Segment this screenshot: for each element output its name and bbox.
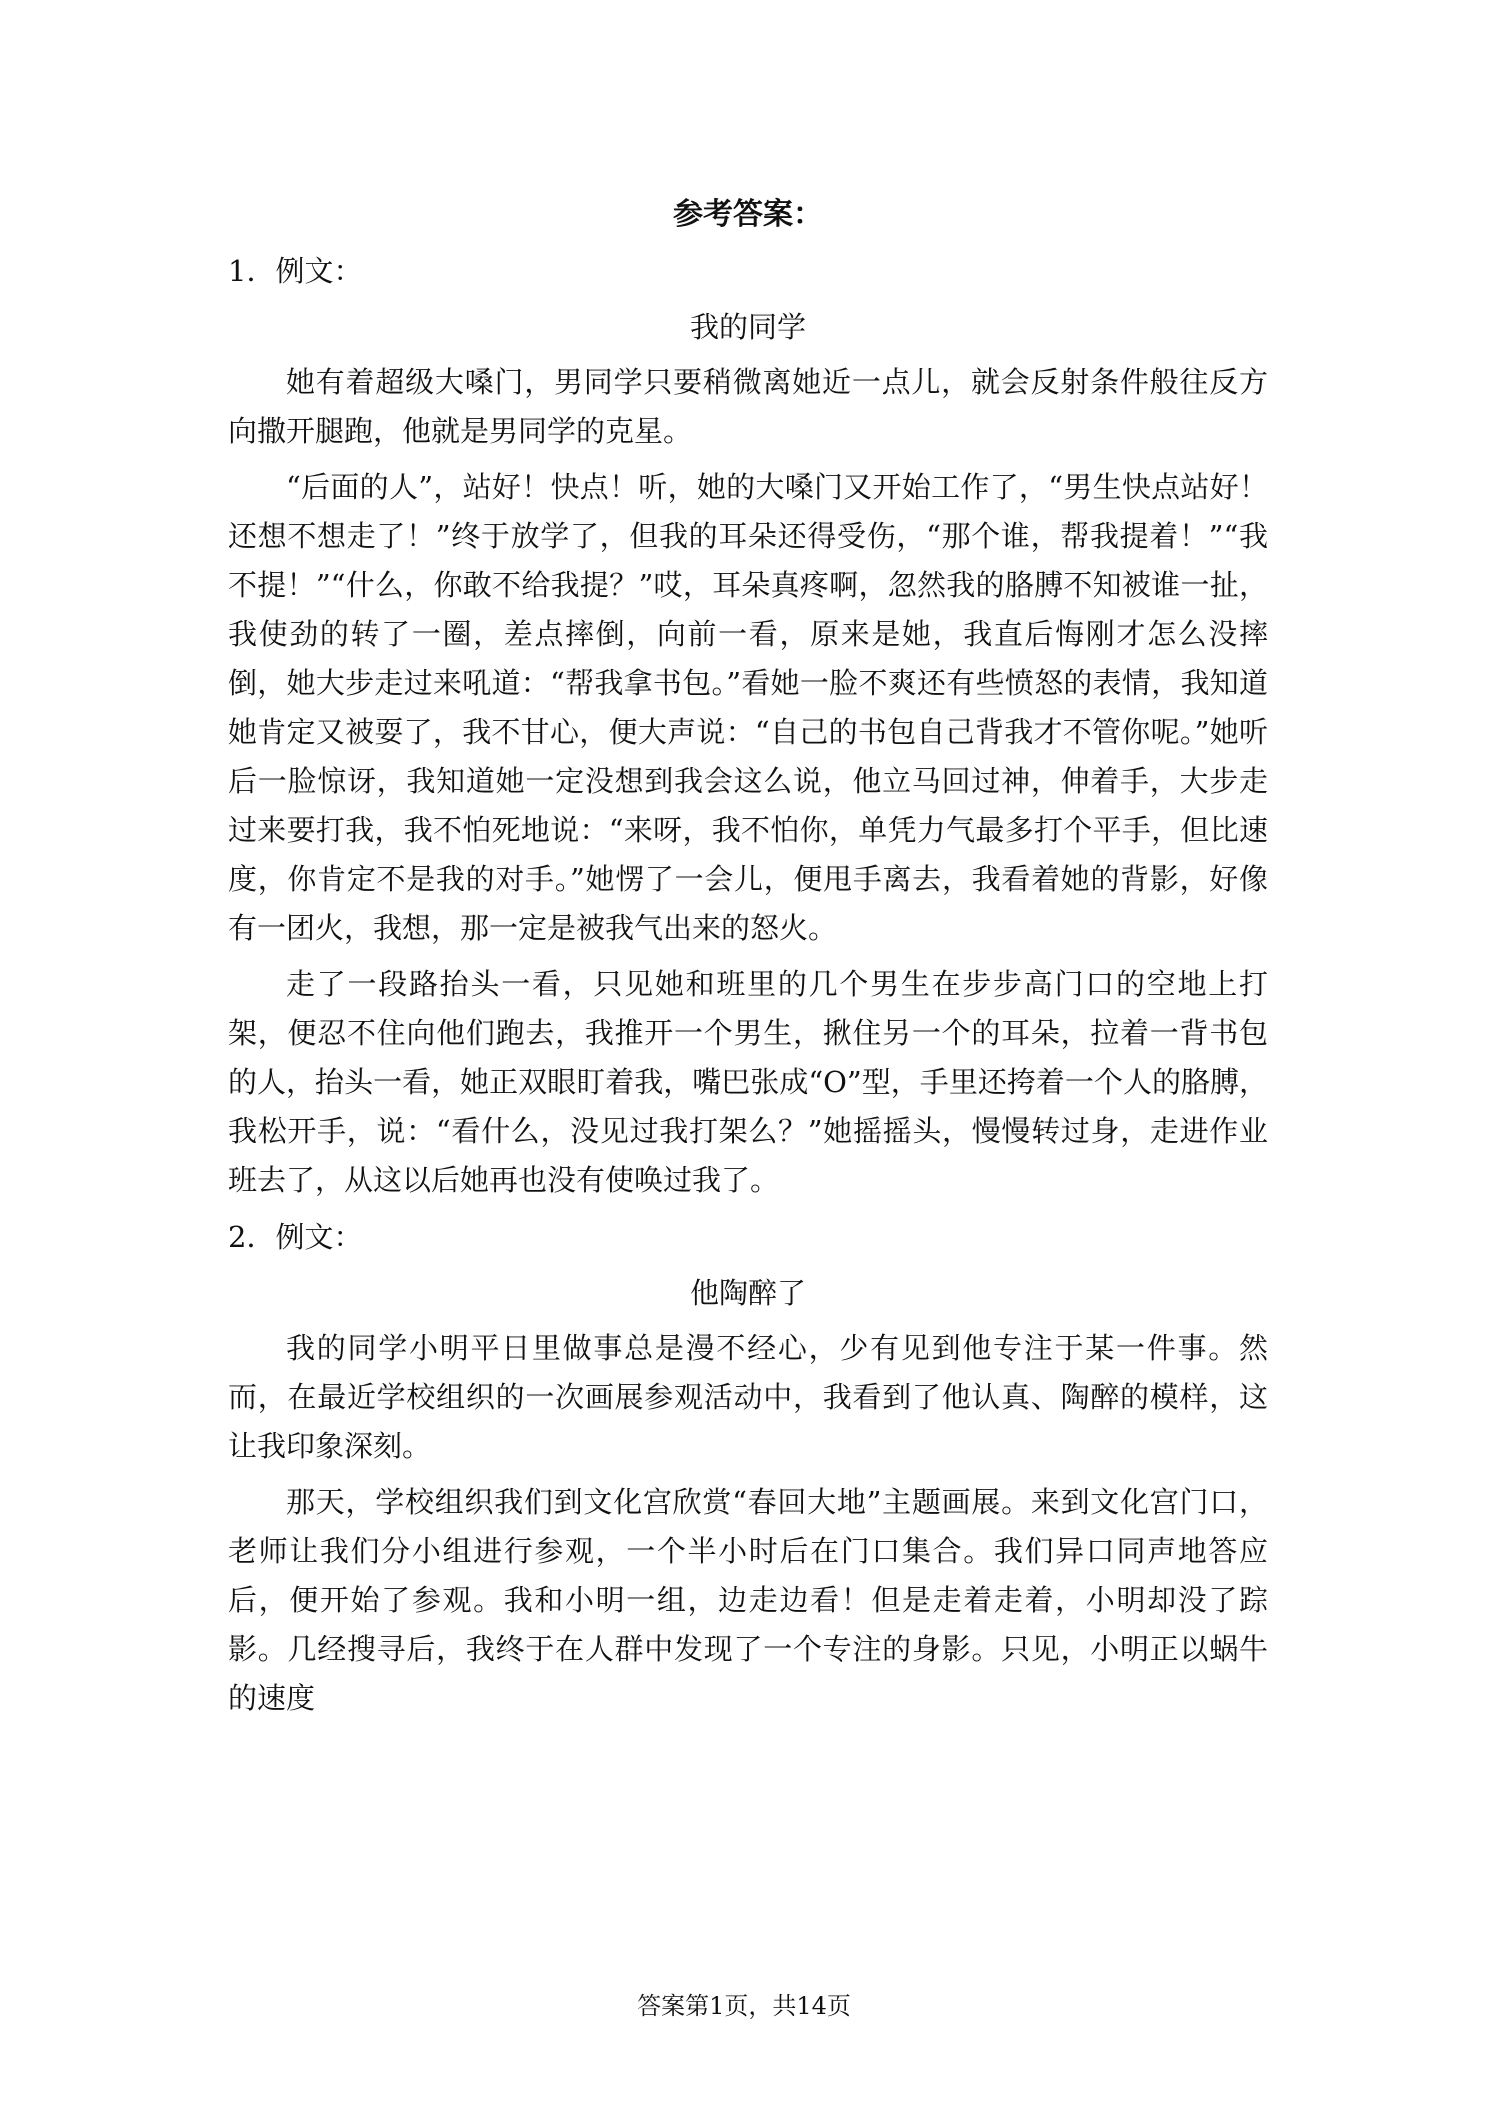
essay-2-paragraph-1: 我的同学小明平日里做事总是漫不经心，少有见到他专注于某一件事。然而，在最近学校组织的一次画展参观活动中，我看到了他认真、陶醉的模样，这让我印象深刻。 [228,1331,1268,1463]
question-2-label: 2．例文： [228,1220,363,1254]
page-heading: 参考答案： [673,197,823,232]
essay-2-paragraph-2: 那天，学校组织我们到文化宫欣赏“春回大地”主题画展。来到文化宫门口，老师让我们分小组进行参观，一个半小时后在门口集合。我们异口同声地答应后，便开始了参观。我和小明一组，边走边看！但是走着走着，小明却没了踪影。几经搜寻后，我终于在人群中发现了一个专注的身影。只见，小明正以蜗牛的速度 [228,1485,1268,1715]
essay-1-title: 我的同学 [689,310,806,344]
essay-1-paragraph-3: 走了一段路抬头一看，只见她和班里的几个男生在步步高门口的空地上打架，便忍不住向他们跑去，我推开一个男生，揪住另一个的耳朵，拉着一背书包的人，抬头一看，她正双眼盯着我，嘴巴张成“O”型，手里还挎着一个人的胳膊，我松开手，说：“看什么，没见过我打架么？”她摇摇头，慢慢转过身，走进作业班去了，从这以后她再也没有使唤过我了。 [228,967,1268,1197]
question-2-answer [228,1212,1268,1723]
question-1-answer [228,246,1268,1205]
page-footer: 答案第1页，共14页 [637,1992,851,2020]
answer-content [228,190,1268,1730]
essay-2-title: 他陶醉了 [689,1276,806,1310]
essay-1-paragraph-1: 她有着超级大嗓门，男同学只要稍微离她近一点儿，就会反射条件般往反方向撒开腿跑，他就是男同学的克星。 [228,365,1268,448]
question-1-label: 1．例文： [228,254,363,288]
essay-1-paragraph-2: “后面的人”，站好！快点！听，她的大嗓门又开始工作了，“男生快点站好！还想不想走了！”终于放学了，但我的耳朵还得受伤，“那个谁，帮我提着！”“我不提！”“什么，你敢不给我提？”哎，耳朵真疼啊，忽然我的胳膊不知被谁一扯，我使劲的转了一圈，差点摔倒，向前一看，原来是她，我直后悔刚才怎么没摔倒，她大步走过来吼道：“帮我拿书包。”看她一脸不爽还有些愤怒的表情，我知道她肯定又被耍了，我不甘心，便大声说：“自己的书包自己背我才不管你呢。”她听后一脸惊讶，我知道她一定没想到我会这么说，他立马回过神，伸着手，大步走过来要打我，我不怕死地说：“来呀，我不怕你，单凭力气最多打个平手，但比速度，你肯定不是我的对手。”她愣了一会儿，便甩手离去，我看着她的背影，好像有一团火，我想，那一定是被我气出来的怒火。 [228,470,1268,945]
